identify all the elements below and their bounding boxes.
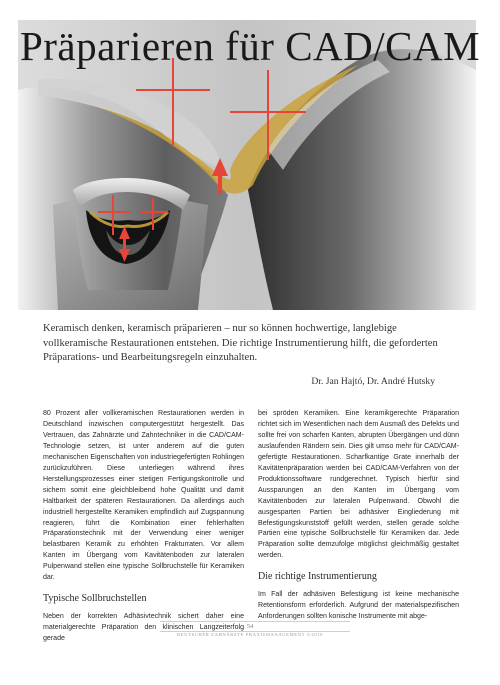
author-byline: Dr. Jan Hajtó, Dr. André Hutsky <box>311 376 435 387</box>
lead-paragraph: Keramisch denken, keramisch präparieren – nur so können hochwertige, langlebige vollkeramische Restaurationen entstehen. Die richtige Instrumentierung hilft, die geforderten Präparations- und Bearbeitungsregeln einzuhalten. <box>43 323 438 364</box>
footer-rule <box>160 621 350 622</box>
body-paragraph: 80 Prozent aller vollkeramischen Restaurationen werden in Deutschland inzwischen computergestützt hergestellt. Das Vertrauen, das Zahnärzte und Zahntechniker in die CAD/CAM-Technologie setzen, ist unter anderem auf die guten mechanischen Eigenschaften von industriegefertigten Rohlingen zurückzuführen. Diese unterliegen während ihres Herstellungsprozesses einer stetigen Fertigungskontrolle und sichern somit eine gleichbleibend hohe Qualität und damit Haltbarkeit der späteren Restaurationen. Da allerdings auch industriell hergestellte Keramiken empfindlich auf Zugspannung reagieren, führt die Kombination einer fehlerhaften Präparationstechnik mit der Verwendung einer weniger belastbaren Keramik zu erhöhten Frakturraten. Vor allem Kanten im Übergang vom Kavitätenboden zur lateralen Pulpenwand stellen eine typische Sollbruchstelle für Keramiken dar. <box>43 410 244 582</box>
journal-footer: DEUTSCHER ZAHNÄRZTE PRAXISMANAGEMENT 3/2010 <box>176 632 324 637</box>
body-paragraph: Im Fall der adhäsiven Befestigung ist keine mechanische Retentionsform erforderlich. Aufgrund der materialspezifischen Anforderungen sollten konische Instrumente mit abge- <box>258 591 459 621</box>
section-heading: Die richtige Instrumentierung <box>258 571 377 583</box>
body-paragraph: bei spröden Keramiken. Eine keramikgerechte Präparation richtet sich im Wesentlichen nach dem Ausmaß des Defekts und sollte frei von scharfen Kanten, abrupten Übergängen und dünn auslaufenden Rändern sein. Dies gilt umso mehr für CAD/CAM-gefertigte Restaurationen. Scharfkantige Grate innerhalb der Kavitätenpräparation werden bei CAD/CAM-Verfahren von der Produktionssoftware rundgerechnet. Typisch hierfür sind Aussparungen an den Kanten im Übergang vom Kavitätenboden zur lateralen Pulpenwand. Obwohl die ausgesparten Partien bei adhäsiver Eingliederung mit Befestigungskunststoff gefüllt werden, stellen gerade solche Partien eine typische Sollbruchstelle für Keramiken dar. Jede Präparation sollte demzufolge möglichst gleichmäßig gestaltet werden. <box>258 410 459 560</box>
body-column-left <box>43 409 244 645</box>
section-heading: Typische Sollbruchstellen <box>43 593 147 605</box>
body-column-right <box>258 409 459 623</box>
page-title: Präparieren für CAD/CAM <box>19 23 481 69</box>
page-number: 54 <box>246 623 254 630</box>
body-paragraph: Neben der korrekten Adhäsivtechnik sichert daher eine materialgerechte Präparation den klinischen Langzeiterfolg gerade <box>43 613 244 643</box>
